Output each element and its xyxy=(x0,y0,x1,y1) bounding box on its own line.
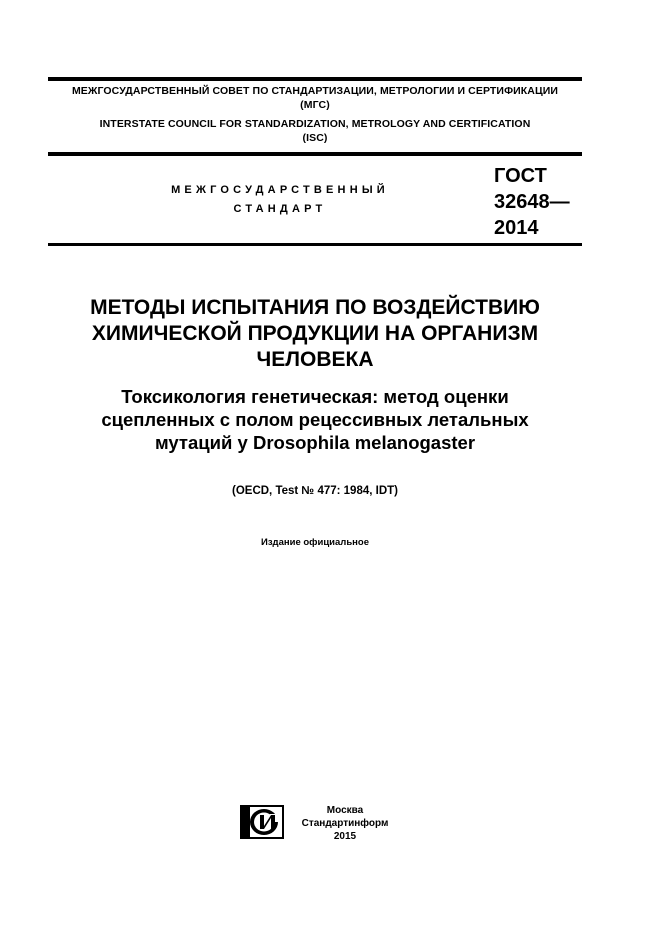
standartinform-logo-icon xyxy=(240,805,284,839)
publisher-year: 2015 xyxy=(333,831,357,842)
standard-number: 32648— xyxy=(494,191,570,213)
designation-bottom-rule xyxy=(48,243,582,246)
standard-designation xyxy=(494,163,570,241)
edition-label: Издание официальное xyxy=(261,537,369,548)
standard-year: 2014 xyxy=(494,217,539,239)
standard-type xyxy=(140,181,420,219)
subtitle-line2: сцепленных с полом рецессивных летальных xyxy=(101,409,529,430)
council-en-name: INTERSTATE COUNCIL FOR STANDARDIZATION, METROLOGY AND CERTIFICATION xyxy=(99,118,531,130)
title-line2: ХИМИЧЕСКОЙ ПРОДУКЦИИ НА ОРГАНИЗМ xyxy=(91,322,539,345)
council-en-abbr: (ISC) xyxy=(302,131,328,144)
title-line3: ЧЕЛОВЕКА xyxy=(256,348,374,371)
council-en xyxy=(48,118,582,145)
standard-type-line2: СТАНДАРТ xyxy=(233,203,327,215)
publisher-name: Стандартинформ xyxy=(301,818,389,829)
document-subtitle xyxy=(48,385,582,454)
publisher xyxy=(290,804,400,843)
title-line1: МЕТОДЫ ИСПЫТАНИЯ ПО ВОЗДЕЙСТВИЮ xyxy=(90,296,540,319)
document-title xyxy=(48,295,582,373)
council-ru xyxy=(48,85,582,112)
top-rule xyxy=(48,77,582,81)
standard-code: ГОСТ xyxy=(494,165,547,187)
subtitle-line1: Токсикология генетическая: метод оценки xyxy=(121,386,509,407)
header-bottom-rule xyxy=(48,152,582,156)
oecd-reference: (OECD, Test № 477: 1984, IDT) xyxy=(232,485,398,497)
council-ru-name: МЕЖГОСУДАРСТВЕННЫЙ СОВЕТ ПО СТАНДАРТИЗАЦИИ, МЕТРОЛОГИИ И СЕРТИФИКАЦИИ xyxy=(71,85,559,97)
publisher-city: Москва xyxy=(326,805,364,816)
subtitle-line3: мутаций у Drosophila melanogaster xyxy=(154,432,476,453)
council-ru-abbr: (МГС) xyxy=(300,98,330,111)
standard-type-line1: МЕЖГОСУДАРСТВЕННЫЙ xyxy=(171,184,389,196)
